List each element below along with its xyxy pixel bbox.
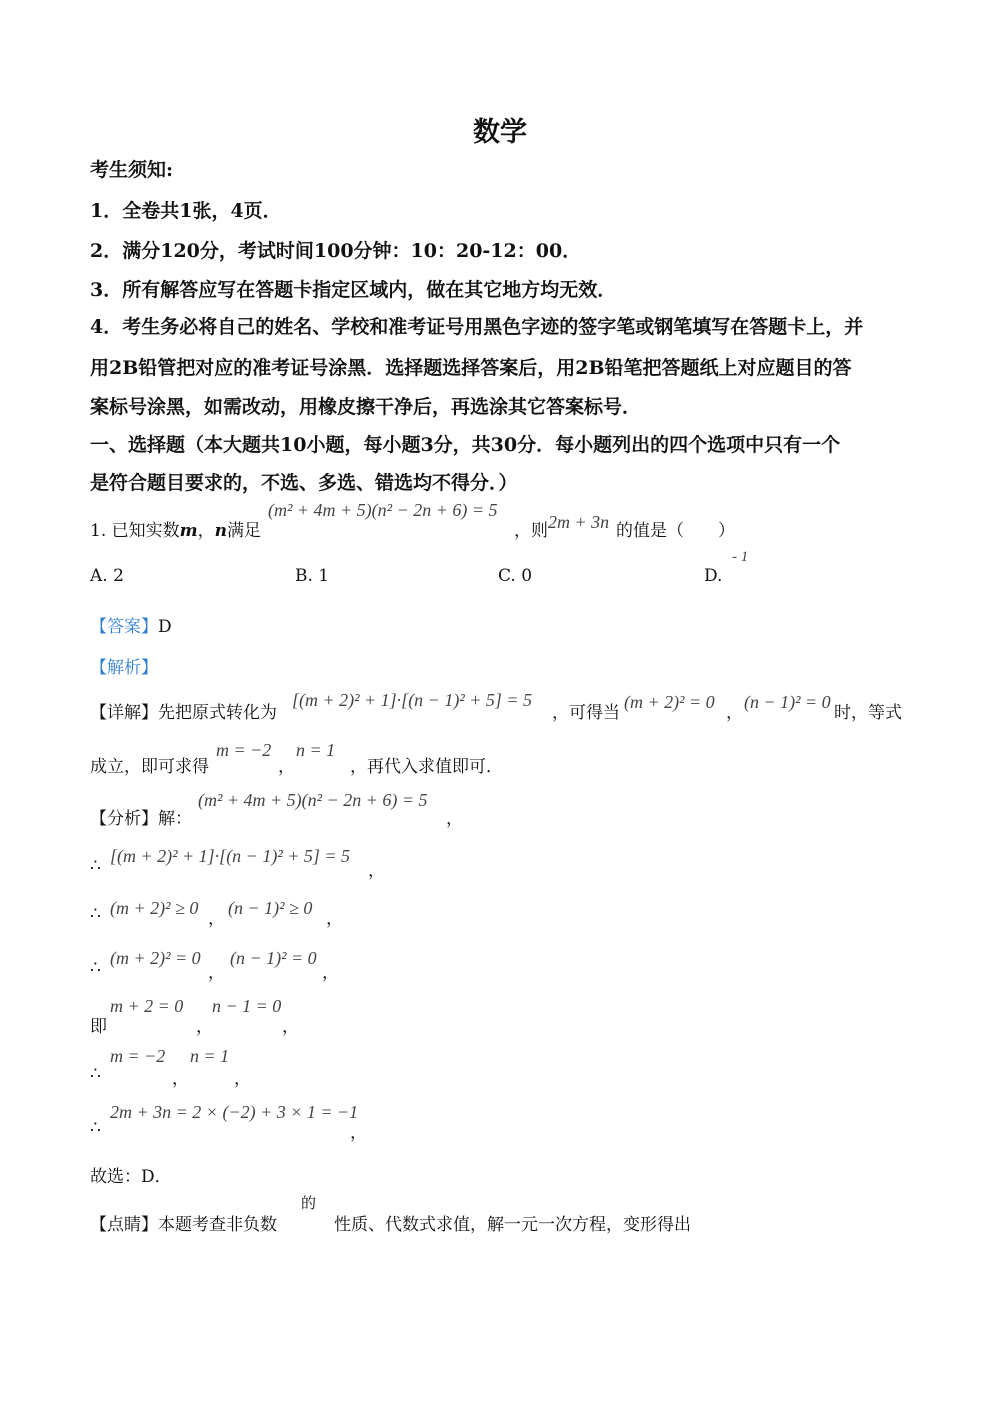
detail-text2: ，可得当: [552, 703, 620, 723]
solution-jie: 解：: [158, 809, 192, 829]
therefore-symbol: ∴: [90, 958, 101, 978]
q1-prefix: 1. 已知实数: [90, 521, 180, 541]
comment-start: [90, 1210, 277, 1235]
comment-label: 【点睛】: [90, 1215, 158, 1235]
detail-text3: 时，等式: [834, 703, 902, 723]
solution-eq-c1: (m + 2)² ≥ 0: [110, 898, 199, 918]
detail-eq5: n = 1: [296, 740, 336, 760]
detail-eq3: (n − 1)² = 0: [744, 692, 831, 712]
detail-line-2-end: ，再代入求值即可．: [350, 757, 503, 777]
notice-item: 用2B铅管把对应的准考证号涂黑．选择题选择答案后，用2B铅笔把答题纸上对应题目的答: [90, 357, 852, 379]
solution-eq-f1: m = −2: [110, 1046, 166, 1066]
solution-comma: ，: [446, 809, 463, 829]
solution-eq-d1: (m + 2)² = 0: [110, 948, 201, 968]
answer-label: 【答案】: [90, 617, 158, 637]
detail-eq1: [(m + 2)² + 1]·[(n − 1)² + 5] = 5: [292, 690, 533, 710]
solution-comma: ，: [282, 1017, 299, 1037]
option-c: C. 0: [498, 566, 533, 586]
solution-eq-c2: (n − 1)² ≥ 0: [228, 898, 313, 918]
solution-comma: ，: [172, 1069, 189, 1089]
solution-eq-e1: m + 2 = 0: [110, 996, 184, 1016]
detail-sep2: ，: [278, 757, 295, 777]
q1-comma: ，: [197, 521, 215, 541]
q1-then: ，则: [514, 521, 548, 541]
answer-value: D: [158, 617, 172, 637]
comment-text2: 性质、代数式求值，解一元一次方程，变形得出: [334, 1215, 691, 1235]
page-title: 数学: [473, 117, 527, 148]
q1-expression: 2m + 3n: [548, 512, 610, 532]
option-b: B. 1: [295, 566, 330, 586]
therefore-symbol: ∴: [90, 1064, 101, 1084]
solution-comma: ，: [368, 861, 385, 881]
solution-comma: ，: [322, 963, 339, 983]
q1-equation: (m² + 4m + 5)(n² − 2n + 6) = 5: [268, 500, 498, 520]
solution-eq-d2: (n − 1)² = 0: [230, 948, 317, 968]
notice-heading: 考生须知:: [90, 159, 174, 181]
comment-text1: 本题考查非负数: [158, 1215, 277, 1235]
var-m: m: [179, 521, 198, 541]
notice-item: 案标号涂黑，如需改动，用橡皮擦干净后，再选涂其它答案标号．: [90, 396, 642, 418]
detail-line-1: [90, 698, 277, 723]
option-a: A. 2: [90, 566, 124, 586]
detail-eq4: m = −2: [216, 740, 272, 760]
ji-label: 即: [90, 1017, 107, 1037]
solution-eq-g: 2m + 3n = 2 × (−2) + 3 × 1 = −1: [110, 1102, 359, 1122]
solution-eq-e2: n − 1 = 0: [212, 996, 282, 1016]
solution-comma: ，: [196, 1017, 213, 1037]
detail-label: 【详解】: [90, 703, 158, 723]
solution-label: 【分析】: [90, 809, 158, 829]
solution-start: [90, 804, 192, 829]
solution-comma: ，: [208, 909, 225, 929]
therefore-symbol: ∴: [90, 1118, 101, 1138]
conclusion: 故选：D．: [90, 1167, 172, 1187]
solution-eq-b: [(m + 2)² + 1]·[(n − 1)² + 5] = 5: [110, 846, 351, 866]
therefore-symbol: ∴: [90, 904, 101, 924]
answer-line: [90, 612, 172, 637]
var-n: n: [214, 521, 227, 541]
therefore-symbol: ∴: [90, 856, 101, 876]
detail-sep: ，: [726, 703, 743, 723]
detail-line-2: 成立，即可求得: [90, 757, 209, 777]
section-heading: 一、选择题（本大题共10小题，每小题3分，共30分．每小题列出的四个选项中只有一个: [90, 434, 841, 456]
solution-eq-a: (m² + 4m + 5)(n² − 2n + 6) = 5: [198, 790, 428, 810]
notice-item: 1．全卷共1张，4页．: [90, 200, 282, 222]
solution-comma: ，: [326, 909, 343, 929]
solution-comma: ，: [208, 963, 225, 983]
question-1: [90, 516, 261, 541]
option-d-value: - 1: [732, 549, 749, 565]
detail-eq2: (m + 2)² = 0: [624, 692, 715, 712]
section-heading-cont: 是符合题目要求的，不选、多选、错选均不得分．）: [90, 472, 518, 494]
detail-text: 先把原式转化为: [158, 703, 277, 723]
solution-comma: ，: [234, 1069, 251, 1089]
notice-item: 3．所有解答应写在答题卡指定区域内，做在其它地方均无效．: [90, 279, 617, 301]
q1-suffix: 满足: [227, 521, 261, 541]
option-d: D.: [704, 566, 723, 586]
analysis-label: 【解析】: [90, 658, 158, 678]
notice-item: 2．满分120分，考试时间100分钟：10：20-12：00．: [90, 240, 582, 262]
comment-de: 的: [301, 1194, 317, 1212]
solution-eq-f2: n = 1: [190, 1046, 230, 1066]
q1-ask: 的值是（ ）: [616, 521, 735, 541]
solution-comma: ，: [350, 1123, 367, 1143]
notice-item: 4．考生务必将自己的姓名、学校和准考证号用黑色字迹的签字笔或钢笔填写在答题卡上，并: [90, 316, 864, 338]
